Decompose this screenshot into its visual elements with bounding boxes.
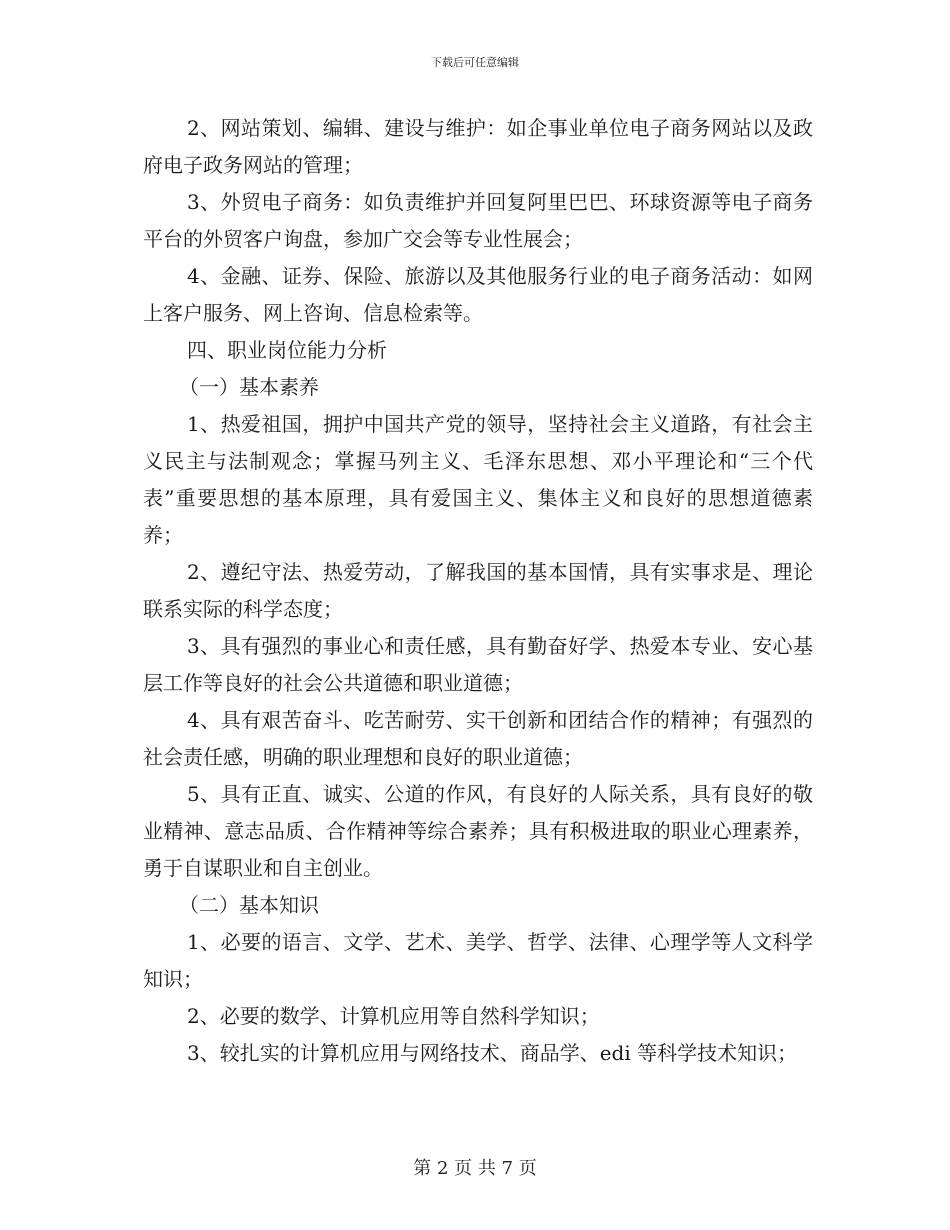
paragraph-quality-3: 3、具有强烈的事业心和责任感，具有勤奋好学、热爱本专业、安心基层工作等良好的社会公共道德和职业道德； [143,634,813,695]
paragraph-quality-5: 5、具有正直、诚实、公道的作风，有良好的人际关系，具有良好的敬业精神、意志品质、合作精神等综合素养；具有积极进取的职业心理素养，勇于自谋职业和自主创业。 [143,782,813,880]
page-number-footer: 第 2 页 共 7 页 [413,1158,537,1179]
paragraph-quality-2: 2、遵纪守法、热爱劳动，了解我国的基本国情，具有实事求是、理论联系实际的科学态度； [143,560,813,621]
paragraph-knowledge-3: 3、较扎实的计算机应用与网络技术、商品学、edi 等科学技术知识； [187,1041,798,1065]
section-heading-4: 四、职业岗位能力分析 [187,338,387,362]
paragraph-quality-4: 4、具有艰苦奋斗、吃苦耐劳、实干创新和团结合作的精神；有强烈的社会责任感，明确的职业理想和良好的职业道德； [143,708,813,769]
paragraph-item-3-foreign-trade: 3、外贸电子商务：如负责维护并回复阿里巴巴、环球资源等电子商务平台的外贸客户询盘，参加广交会等专业性展会； [143,190,813,251]
paragraph-item-2-website: 2、网站策划、编辑、建设与维护：如企事业单位电子商务网站以及政府电子政务网站的管理； [143,116,813,177]
page-header-note: 下载后可任意编辑 [431,56,519,69]
paragraph-quality-1: 1、热爱祖国，拥护中国共产党的领导，坚持社会主义道路，有社会主义民主与法制观念；掌握马列主义、毛泽东思想、邓小平理论和“三个代表”重要思想的基本原理，具有爱国主义、集体主义和良好的思想道德素养； [143,412,813,547]
document-body [143,110,813,1072]
paragraph-knowledge-1: 1、必要的语言、文学、艺术、美学、哲学、法律、心理学等人文科学知识； [143,930,813,991]
subheading-basic-knowledge: （二）基本知识 [179,893,319,917]
subheading-basic-qualities: （一）基本素养 [179,375,319,399]
paragraph-item-4-finance: 4、金融、证券、保险、旅游以及其他服务行业的电子商务活动：如网上客户服务、网上咨询、信息检索等。 [143,264,813,325]
paragraph-knowledge-2: 2、必要的数学、计算机应用等自然科学知识； [187,1004,600,1028]
